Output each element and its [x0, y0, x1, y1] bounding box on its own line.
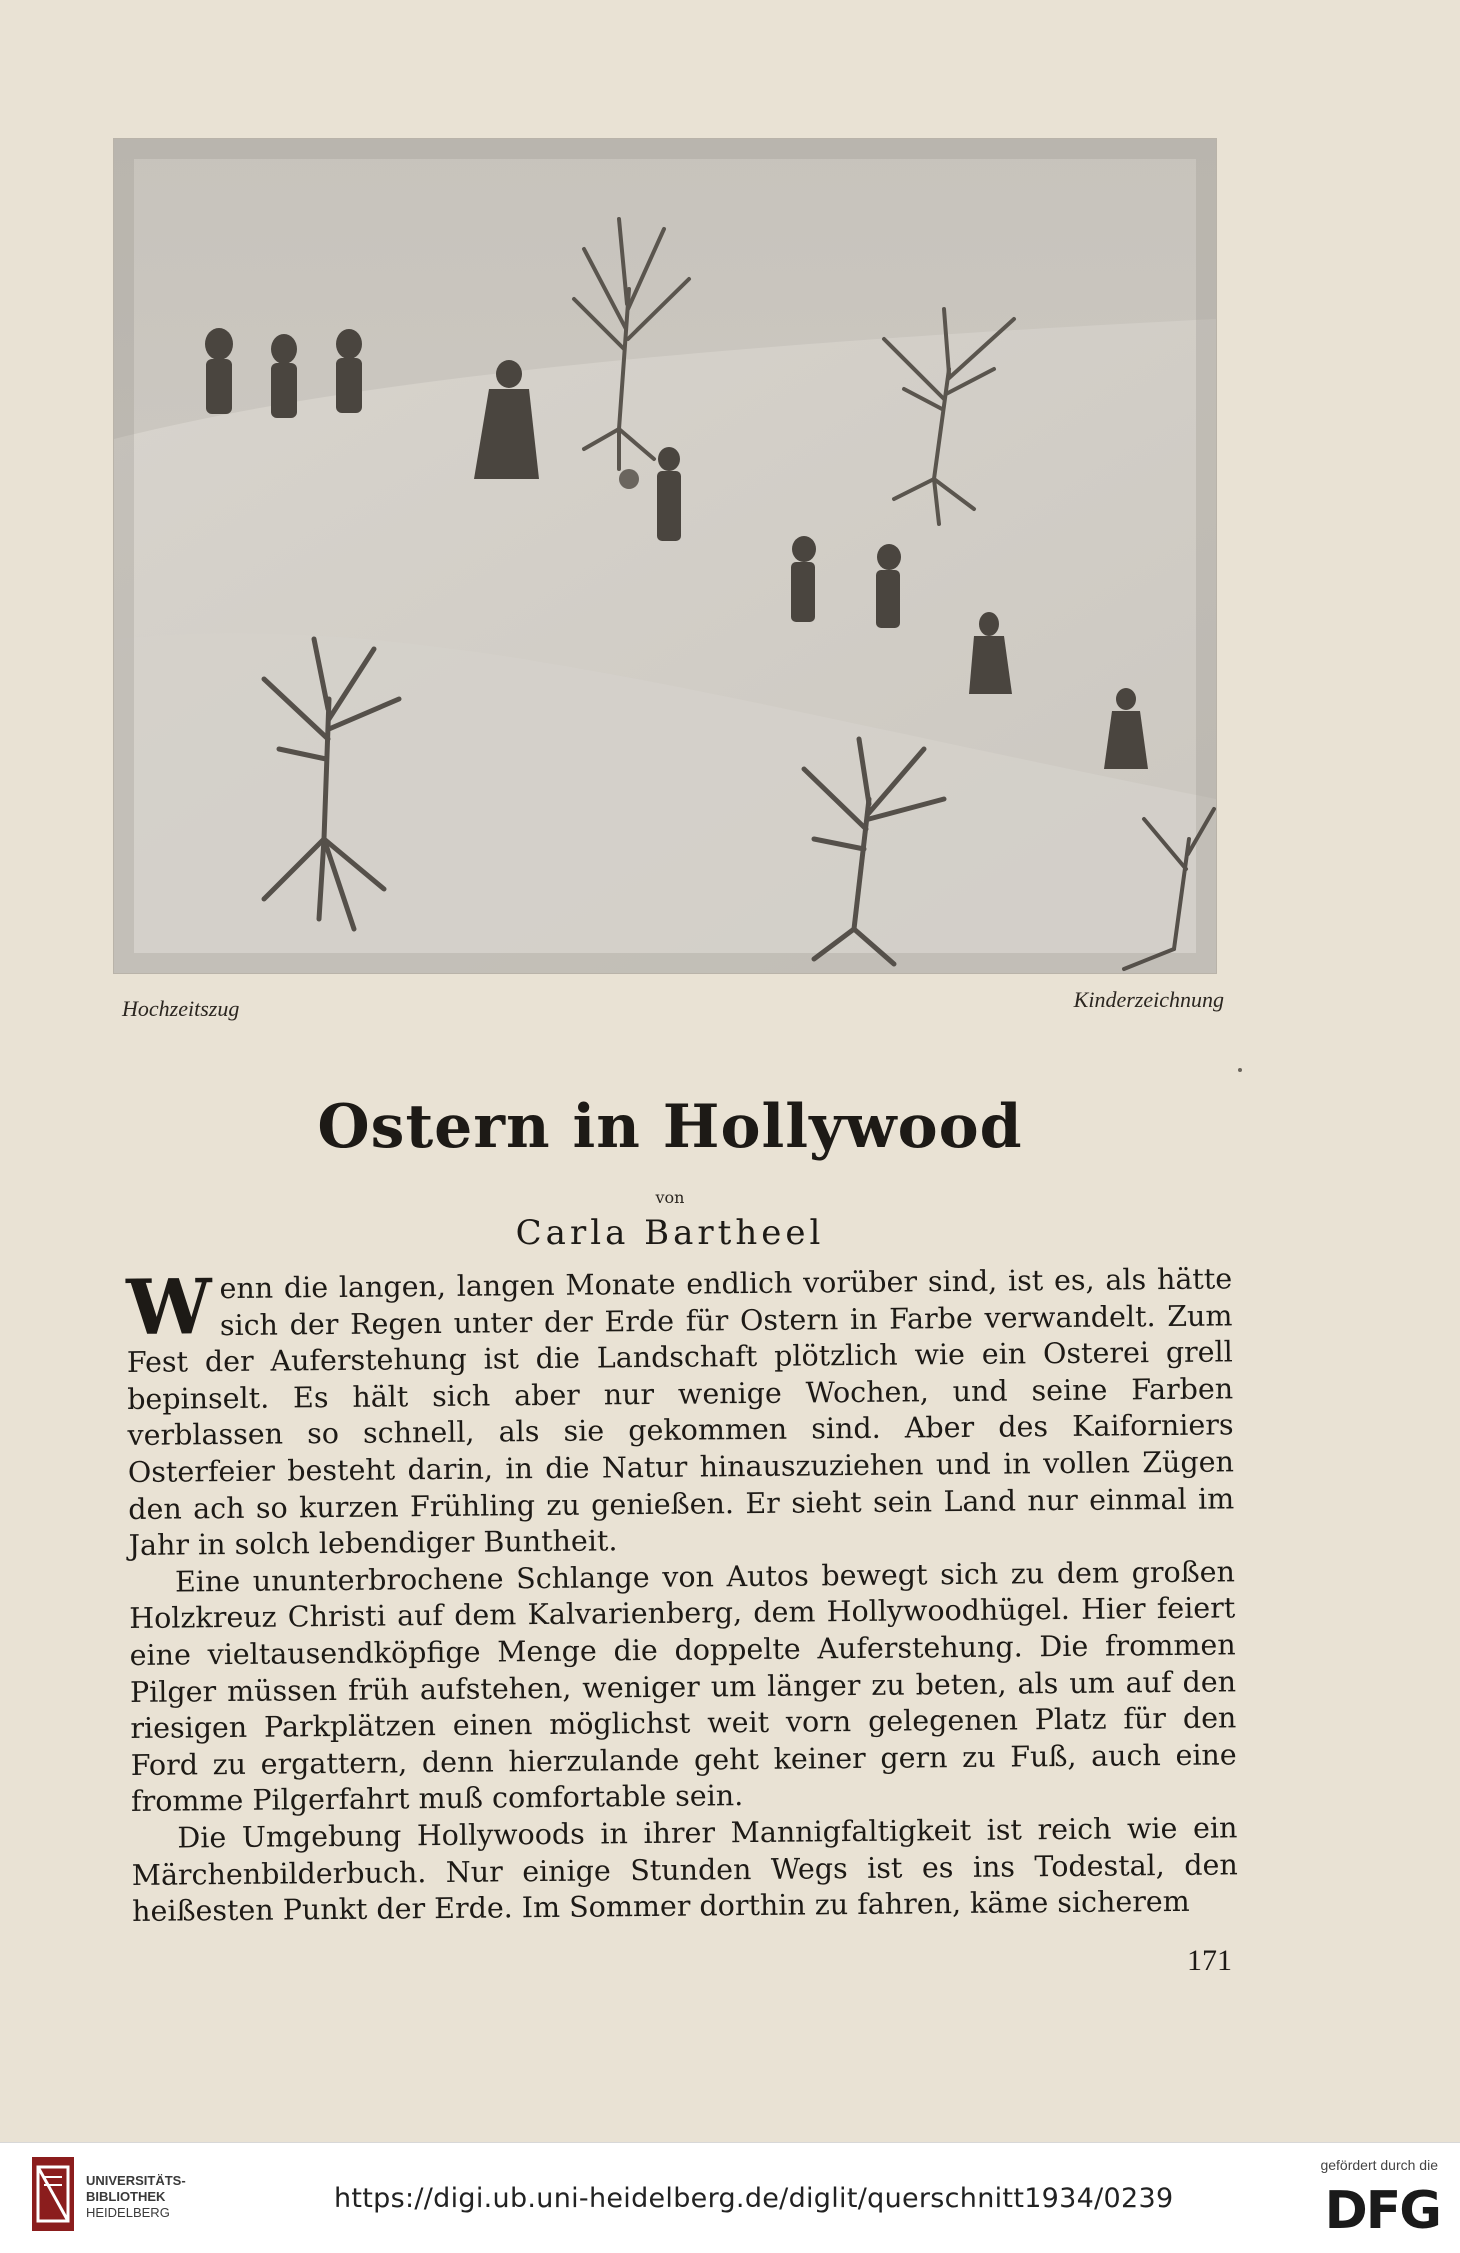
drop-cap: W	[125, 1262, 213, 1352]
university-library-name[interactable]	[86, 2173, 186, 2221]
paragraph-3: Die Umgebung Hollywoods in ihrer Mannigfaltigkeit ist reich wie ein Märchenbilderbuch. Nur einige Stunden Wegs ist es ins Todestal, den heißesten Punkt der Erde. Im Sommer dorthin zu fahren, käme sicherem	[131, 1811, 1238, 1929]
institution-line-1: UNIVERSITÄTS-	[86, 2173, 186, 2188]
institution-line-2: BIBLIOTHEK	[86, 2189, 166, 2204]
page-number: 171	[1187, 1944, 1232, 1977]
illustration-caption-left: Hochzeitszug	[122, 996, 240, 1021]
article-title: Ostern in Hollywood	[317, 1092, 1023, 1162]
document-url-link[interactable]: https://digi.ub.uni-heidelberg.de/diglit/querschnitt1934/0239	[334, 2183, 1174, 2214]
article-body	[126, 1261, 1238, 1930]
scan-speck	[1238, 1068, 1242, 1072]
wedding-procession-drawing	[114, 139, 1216, 973]
university-library-logo-icon[interactable]	[30, 2155, 76, 2233]
article-author: Carla Bartheel	[515, 1213, 825, 1253]
article-byline: von	[655, 1188, 685, 1207]
viewer-footer	[0, 2142, 1460, 2253]
paragraph-1	[126, 1261, 1235, 1564]
paragraph-2: Eine ununterbrochene Schlange von Autos bewegt sich zu dem großen Holzkreuz Christi auf dem Kalvarienberg, dem Hollywoodhügel. Hier feiert eine vieltausendköpfige Menge die doppelte Auferstehung. Die frommen Pilger müssen früh aufstehen, weniger um länger zu beten, als um auf den riesigen Parkplätzen einen möglichst weit vorn gelegenen Platz für den Ford zu ergattern, denn hierzulande geht keiner gern zu Fuß, auch eine fromme Pilgerfahrt muß comfortable sein.	[129, 1555, 1237, 1819]
paragraph-1-text: enn die langen, langen Monate endlich vorüber sind, ist es, als hätte sich der Regen unter der Erde für Ostern in Farbe verwandelt. Zum Fest der Auferstehung ist die Landschaft plötzlich wie ein Osterei grell bepinselt. Es hält sich aber nur wenige Wochen, und seine Farben verblassen so schnell, als sie gekommen sind. Aber des Kaiforniers Osterfeier besteht darin, in die Natur hinauszuziehen und in vollen Zügen den ach so kurzen Frühling zu genießen. Er sieht sein Land nur einmal im Jahr in solch lebendiger Buntheit.	[126, 1262, 1235, 1563]
dfg-logo[interactable]: DFG	[1324, 2181, 1440, 2241]
childrens-drawing-illustration	[113, 138, 1217, 974]
illustration-caption-right: Kinderzeichnung	[1073, 987, 1224, 1012]
institution-line-3: HEIDELBERG	[86, 2205, 170, 2220]
funded-by-label: gefördert durch die	[1320, 2157, 1438, 2173]
